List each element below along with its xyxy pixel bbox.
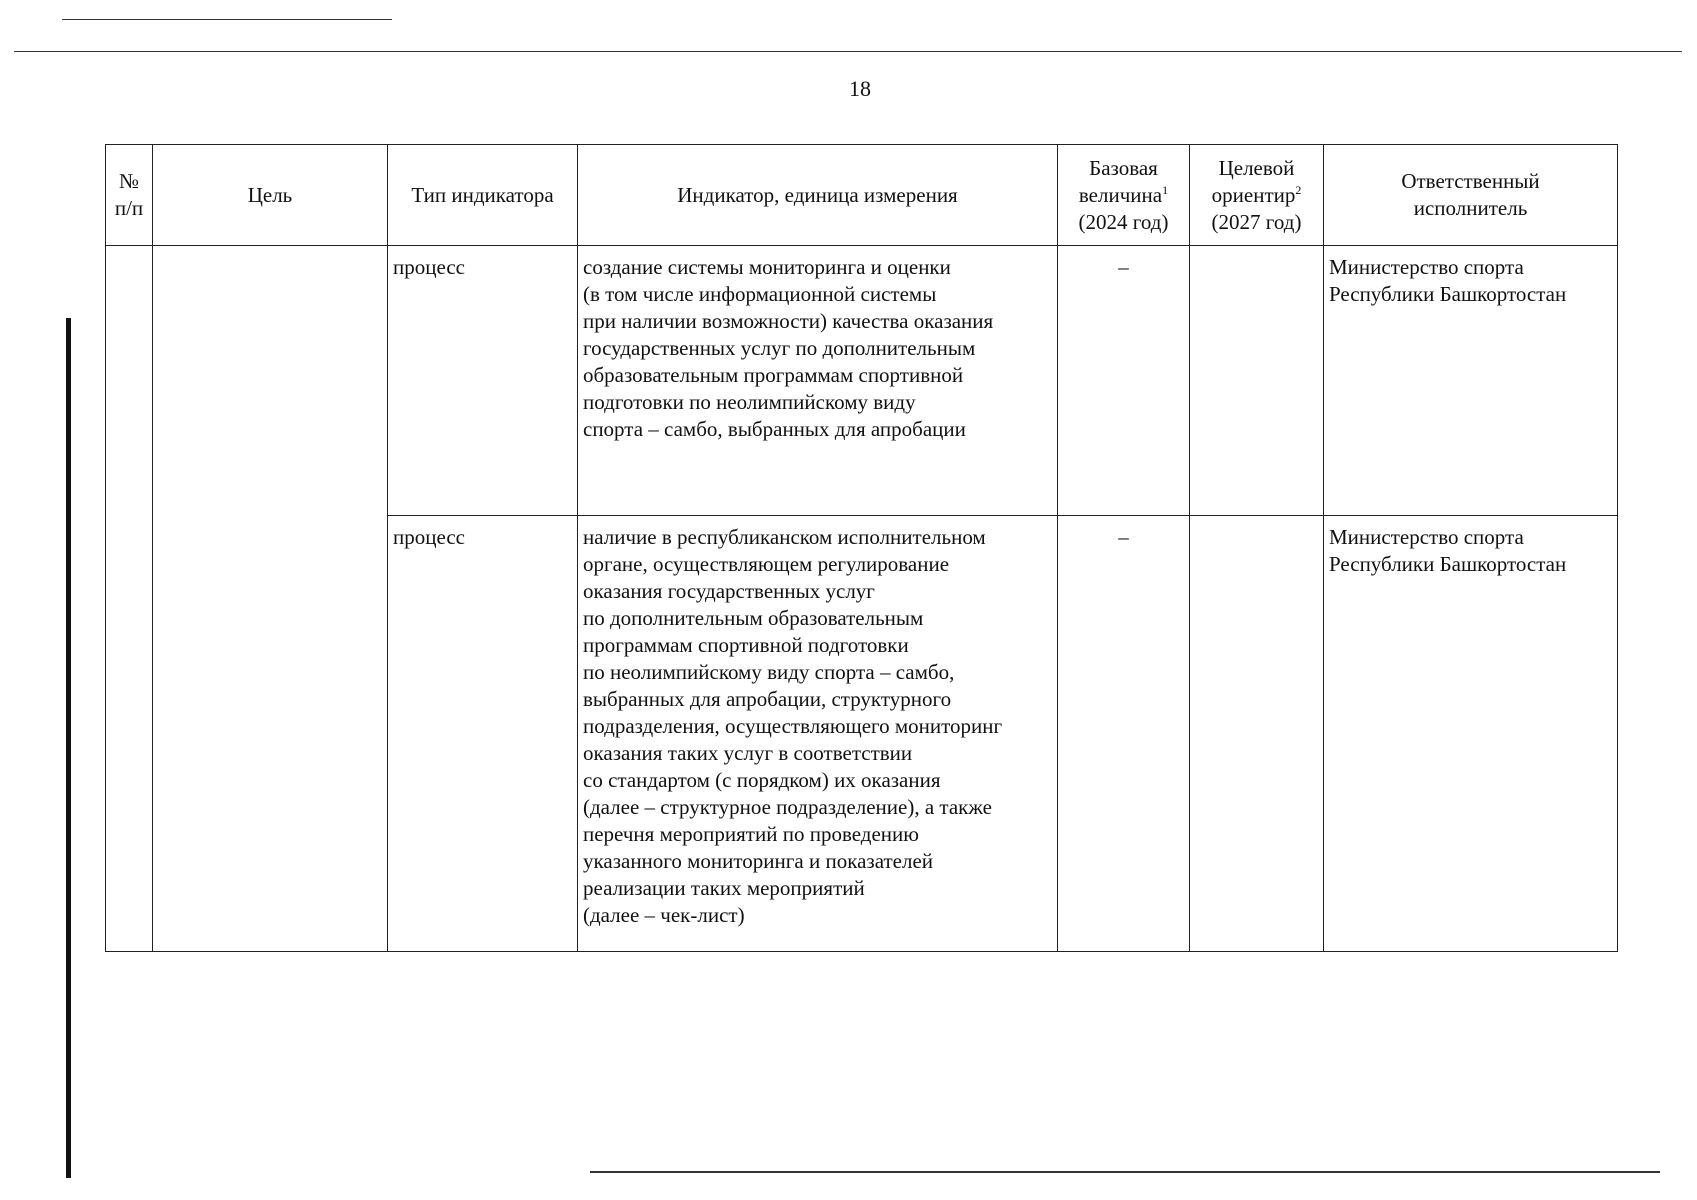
cell-base-value: –: [1058, 516, 1190, 952]
scan-top-short-line: [62, 19, 392, 20]
cell-num: [106, 246, 153, 952]
header-base-value-label: Базовая величина: [1078, 155, 1163, 207]
scan-left-edge-line: [66, 318, 71, 1178]
cell-type: процесс: [388, 246, 578, 516]
table-row: [106, 246, 1618, 516]
scan-bottom-edge-line: [590, 1171, 1660, 1173]
cell-indicator: наличие в республиканском исполнительном органе, осуществляющем регулирование оказания государственных услуг по дополнительным образовательным программам спортивной подготовки по неолимпийскому виду спорта – самбо, выбранных для апробации, структурного подразделения, осуществляющего мониторинг оказания таких услуг в соответствии со стандартом (с порядком) их оказания (далее – структурное подразделение), а также перечня мероприятий по проведению указанного мониторинга и показателей реализации таких мероприятий (далее – чек-лист): [578, 516, 1058, 952]
cell-target: [1190, 246, 1324, 516]
footnote-mark-2: 2: [1295, 182, 1302, 197]
table-header-row: [106, 145, 1618, 246]
header-indicator: Индикатор, единица измерения: [578, 145, 1058, 246]
header-base-year: (2024 год): [1078, 209, 1169, 234]
cell-responsible: Министерство спорта Республики Башкортостан: [1324, 516, 1618, 952]
indicators-table: [105, 144, 1618, 952]
header-base-value: [1058, 145, 1190, 246]
header-num: № п/п: [106, 145, 153, 246]
footnote-mark-1: 1: [1162, 182, 1169, 197]
cell-indicator: создание системы мониторинга и оценки (в том числе информационной системы при наличии возможности) качества оказания государственных услуг по дополнительным образовательным программам спортивной подготовки по неолимпийскому виду спорта – самбо, выбранных для апробации: [578, 246, 1058, 516]
header-responsible: Ответственный исполнитель: [1324, 145, 1618, 246]
header-type: Тип индикатора: [388, 145, 578, 246]
header-target-label: Целевой ориентир: [1211, 155, 1296, 207]
header-target-year: (2027 год): [1211, 209, 1302, 234]
header-goal: Цель: [153, 145, 388, 246]
header-target: [1190, 145, 1324, 246]
scan-top-edge-line: [14, 51, 1682, 52]
cell-responsible: Министерство спорта Республики Башкортостан: [1324, 246, 1618, 516]
cell-type: процесс: [388, 516, 578, 952]
cell-base-value: –: [1058, 246, 1190, 516]
page-number: 18: [849, 76, 871, 101]
cell-goal: [153, 246, 388, 952]
cell-target: [1190, 516, 1324, 952]
